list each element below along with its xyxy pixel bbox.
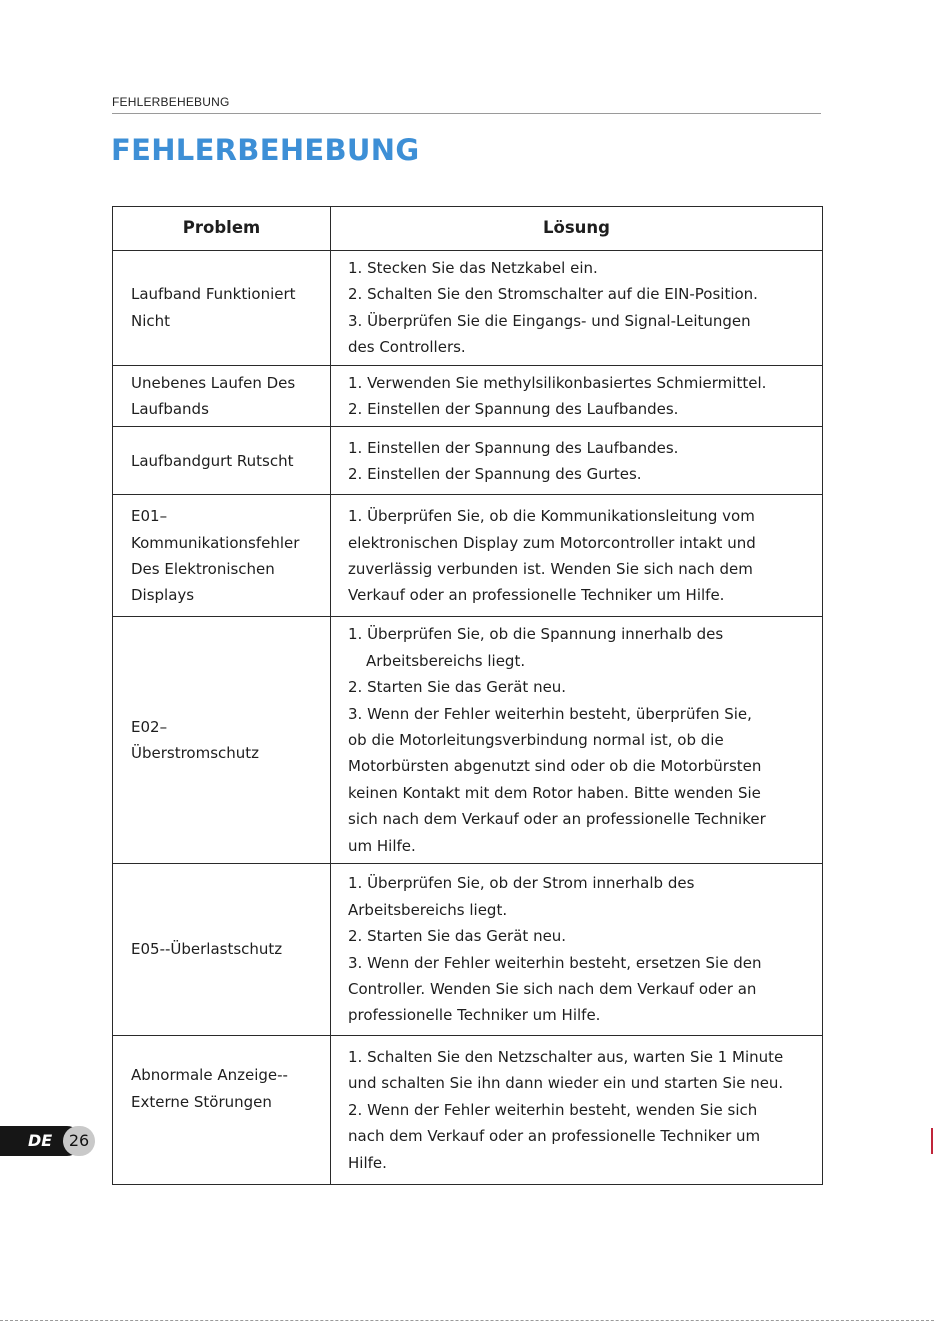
problem-cell: Laufband Funktioniert Nicht	[113, 251, 331, 366]
column-header-solution: Lösung	[331, 207, 823, 251]
header-divider	[112, 113, 821, 114]
problem-cell: Laufbandgurt Rutscht	[113, 427, 331, 495]
solution-line: nach dem Verkauf oder an professionelle Techniker um	[348, 1127, 761, 1146]
solution-line: 2. Einstellen der Spannung des Laufbandes.	[348, 400, 679, 419]
solution-line: 1. Überprüfen Sie, ob die Spannung innerhalb des	[348, 625, 724, 644]
solution-line: sich nach dem Verkauf oder an professionelle Techniker	[348, 810, 766, 829]
solution-line: um Hilfe.	[348, 836, 416, 855]
solution-line: 1. Überprüfen Sie, ob der Strom innerhalb des	[348, 874, 695, 893]
solution-line: 1. Schalten Sie den Netzschalter aus, warten Sie 1 Minute	[348, 1048, 784, 1067]
solution-line: Controller. Wenden Sie sich nach dem Verkauf oder an	[348, 980, 757, 998]
solution-line: und schalten Sie ihn dann wieder ein und starten Sie neu.	[348, 1074, 784, 1093]
page-bottom-divider	[0, 1320, 934, 1321]
solution-line: 1. Stecken Sie das Netzkabel ein.	[348, 259, 598, 277]
table-row	[113, 495, 823, 617]
solution-cell	[331, 617, 823, 864]
solution-line: 2. Einstellen der Spannung des Gurtes.	[348, 464, 642, 483]
solution-line: 3. Wenn der Fehler weiterhin besteht, ersetzen Sie den	[348, 953, 762, 972]
solution-line: 2. Starten Sie das Gerät neu.	[348, 678, 567, 697]
table-row	[113, 251, 823, 366]
solution-cell	[331, 1036, 823, 1185]
table-header-row	[113, 207, 823, 251]
solution-cell	[331, 251, 823, 366]
solution-line: zuverlässig verbunden ist. Wenden Sie sich nach dem	[348, 559, 753, 578]
solution-line: Motorbürsten abgenutzt sind oder ob die Motorbürsten	[348, 757, 762, 776]
language-label: DE	[28, 1131, 53, 1150]
solution-line: Verkauf oder an professionelle Techniker um Hilfe.	[348, 586, 725, 605]
solution-line: keinen Kontakt mit dem Rotor haben. Bitte wenden Sie	[348, 783, 761, 802]
solution-line: ob die Motorleitungsverbindung normal ist, ob die	[348, 731, 724, 750]
problem-cell: Abnormale Anzeige-- Externe Störungen	[113, 1036, 331, 1185]
solution-line: Arbeitsbereichs liegt.	[366, 651, 526, 670]
solution-cell	[331, 427, 823, 495]
column-header-problem: Problem	[113, 207, 331, 251]
solution-line: 1. Einstellen der Spannung des Laufbandes.	[348, 438, 679, 457]
solution-line: des Controllers.	[348, 338, 466, 357]
table-row	[113, 617, 823, 864]
solution-line: professionelle Techniker um Hilfe.	[348, 1006, 601, 1025]
solution-line: 2. Schalten Sie den Stromschalter auf die EIN-Position.	[348, 285, 758, 304]
solution-line: Arbeitsbereichs liegt.	[348, 900, 508, 919]
solution-line: 1. Verwenden Sie methylsilikonbasiertes Schmiermittel.	[348, 373, 767, 392]
page-number-badge: 26	[63, 1126, 95, 1156]
solution-cell	[331, 365, 823, 427]
solution-line: 2. Wenn der Fehler weiterhin besteht, wenden Sie sich	[348, 1100, 758, 1119]
solution-line: Hilfe.	[348, 1153, 387, 1172]
solution-cell	[331, 864, 823, 1036]
solution-line: 2. Starten Sie das Gerät neu.	[348, 927, 567, 946]
table-row	[113, 365, 823, 427]
table-row	[113, 1036, 823, 1185]
solution-cell	[331, 495, 823, 617]
page-title: FEHLERBEHEBUNG	[111, 133, 420, 167]
problem-cell: Unebenes Laufen Des Laufbands	[113, 365, 331, 427]
edge-marker	[931, 1128, 933, 1154]
table-row	[113, 427, 823, 495]
running-header: FEHLERBEHEBUNG	[112, 95, 230, 109]
problem-cell: E02– Überstromschutz	[113, 617, 331, 864]
solution-line: 1. Überprüfen Sie, ob die Kommunikationsleitung vom	[348, 507, 755, 526]
problem-cell: E05--Überlastschutz	[113, 864, 331, 1036]
table-row	[113, 864, 823, 1036]
solution-line: elektronischen Display zum Motorcontroller intakt und	[348, 533, 756, 552]
solution-line: 3. Wenn der Fehler weiterhin besteht, überprüfen Sie,	[348, 704, 752, 723]
solution-line: 3. Überprüfen Sie die Eingangs- und Signal-Leitungen	[348, 311, 751, 330]
troubleshooting-table	[112, 206, 823, 1185]
problem-cell: E01– Kommunikationsfehler Des Elektronischen Displays	[113, 495, 331, 617]
